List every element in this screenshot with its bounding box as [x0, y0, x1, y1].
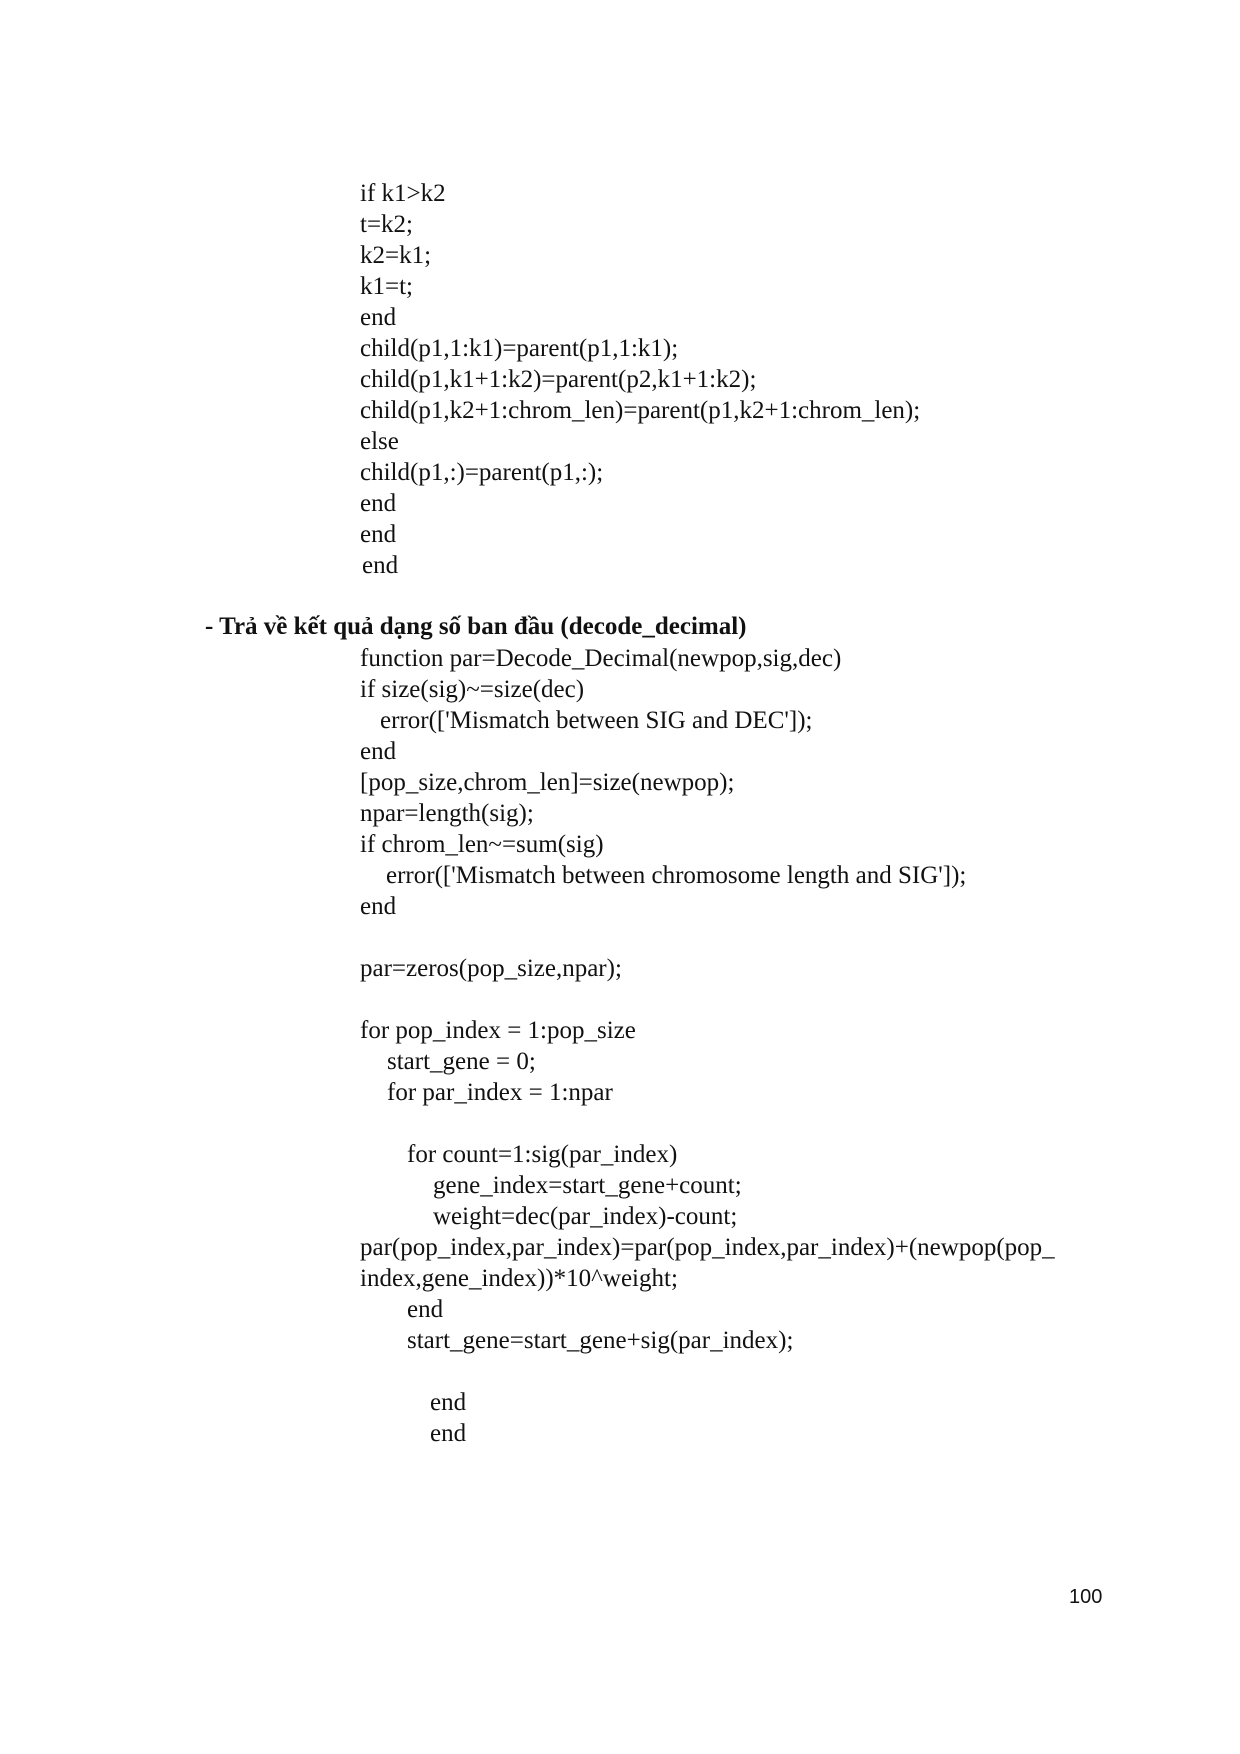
code-line: end: [360, 490, 397, 517]
page-number: 100: [1069, 1586, 1103, 1608]
code-line: gene_index=start_gene+count;: [433, 1172, 742, 1199]
code-line: child(p1,k1+1:k2)=parent(p2,k1+1:k2);: [360, 366, 757, 393]
code-line: error(['Mismatch between SIG and DEC']);: [380, 707, 813, 734]
code-line: end: [360, 738, 397, 765]
code-line: npar=length(sig);: [360, 800, 534, 827]
code-line: if size(sig)~=size(dec): [360, 676, 585, 703]
section-heading: - Trả về kết quả dạng số ban đầu (decode_decimal): [205, 613, 747, 640]
code-line: if k1>k2: [360, 180, 446, 207]
code-line: end: [430, 1420, 467, 1447]
code-line: end: [360, 304, 397, 331]
code-line: end: [362, 552, 399, 579]
code-line: start_gene=start_gene+sig(par_index);: [407, 1327, 794, 1354]
code-line: [pop_size,chrom_len]=size(newpop);: [360, 769, 735, 796]
code-line: end: [360, 893, 397, 920]
code-line: k1=t;: [360, 273, 413, 300]
code-line: t=k2;: [360, 211, 413, 238]
code-line: for pop_index = 1:pop_size: [360, 1017, 636, 1044]
code-line: if chrom_len~=sum(sig): [360, 831, 604, 858]
code-line: par(pop_index,par_index)=par(pop_index,par_index)+(newpop(pop_: [360, 1234, 1055, 1261]
code-line: for par_index = 1:npar: [387, 1079, 613, 1106]
code-line: else: [360, 428, 399, 455]
code-line: child(p1,k2+1:chrom_len)=parent(p1,k2+1:chrom_len);: [360, 397, 921, 424]
code-line: end: [407, 1296, 444, 1323]
code-line: function par=Decode_Decimal(newpop,sig,dec): [360, 645, 842, 672]
code-line: end: [430, 1389, 467, 1416]
code-line: for count=1:sig(par_index): [407, 1141, 678, 1168]
code-line: child(p1,:)=parent(p1,:);: [360, 459, 604, 486]
code-line: k2=k1;: [360, 242, 432, 269]
code-line: end: [360, 521, 397, 548]
code-line: weight=dec(par_index)-count;: [433, 1203, 738, 1230]
code-line: start_gene = 0;: [387, 1048, 536, 1075]
code-line: par=zeros(pop_size,npar);: [360, 955, 622, 982]
code-line: child(p1,1:k1)=parent(p1,1:k1);: [360, 335, 679, 362]
code-line: index,gene_index))*10^weight;: [360, 1265, 678, 1292]
code-line: error(['Mismatch between chromosome length and SIG']);: [386, 862, 967, 889]
